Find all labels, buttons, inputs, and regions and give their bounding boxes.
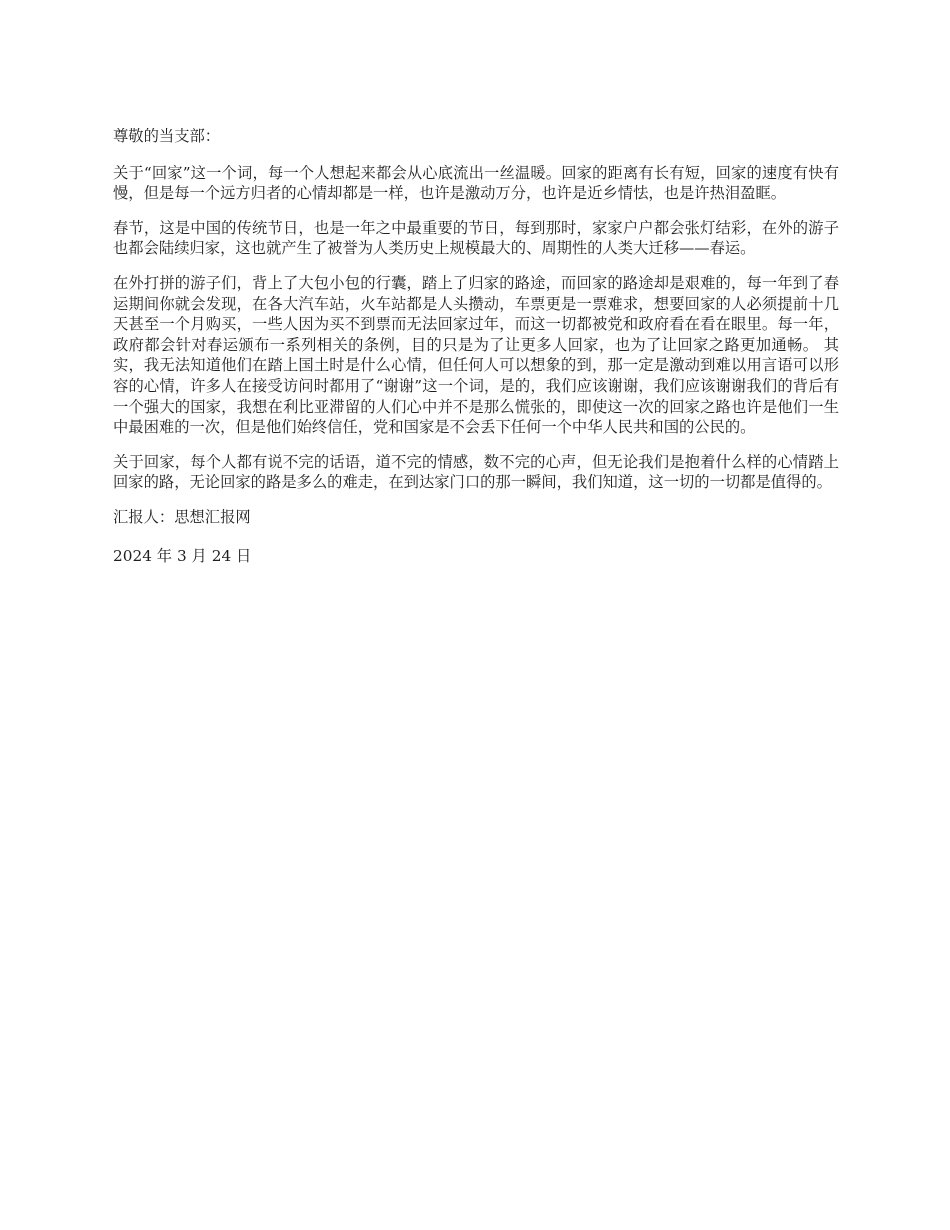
report-date: 2024 年 3 月 24 日	[113, 546, 252, 565]
paragraph-2: 春节，这是中国的传统节日，也是一年之中最重要的节日，每到那时，家家户户都会张灯结彩，在外的游子也都会陆续归家，这也就产生了被誉为人类历史上规模最大的、周期性的人类大迁移——春运。	[113, 218, 839, 258]
paragraph-3: 在外打拼的游子们，背上了大包小包的行囊，踏上了归家的路途，而回家的路途却是艰难的，每一年到了春运期间你就会发现，在各大汽车站，火车站都是人头攒动，车票更是一票难求，想要回家的人必须提前十几天甚至一个月购买，一些人因为买不到票而无法回家过年，而这一切都被党和政府看在看在眼里。每一年，政府都会针对春运颁布一系列相关的条例，目的只是为了让更多人回家，也为了让回家之路更加通畅。 其实，我无法知道他们在踏上国土时是什么心情，但任何人可以想象的到，那一定是激动到难以用言语可以形容的心情，许多人在接受访问时都用了“谢谢”这一个词，是的，我们应该谢谢，我们应该谢谢我们的背后有一个强大的国家，我想在利比亚滞留的人们心中并不是那么慌张的，即使这一次的回家之路也许是他们一生中最困难的一次，但是他们始终信任，党和国家是不会丢下任何一个中华人民共和国的公民的。	[113, 273, 839, 437]
salutation: 尊敬的当支部：	[113, 127, 221, 145]
paragraph-1: 关于“回家”这一个词，每一个人想起来都会从心底流出一丝温暖。回家的距离有长有短，回家的速度有快有慢，但是每一个远方归者的心情却都是一样，也许是激动万分，也许是近乡情怯，也是许热泪盈眶。	[113, 163, 839, 203]
paragraph-4: 关于回家，每个人都有说不完的话语，道不完的情感，数不完的心声，但无论我们是抱着什么样的心情踏上回家的路，无论回家的路是多么的难走，在到达家门口的那一瞬间，我们知道，这一切的一切都是值得的。	[113, 452, 839, 492]
reporter-line: 汇报人：思想汇报网	[113, 507, 251, 526]
document-page	[113, 126, 839, 580]
